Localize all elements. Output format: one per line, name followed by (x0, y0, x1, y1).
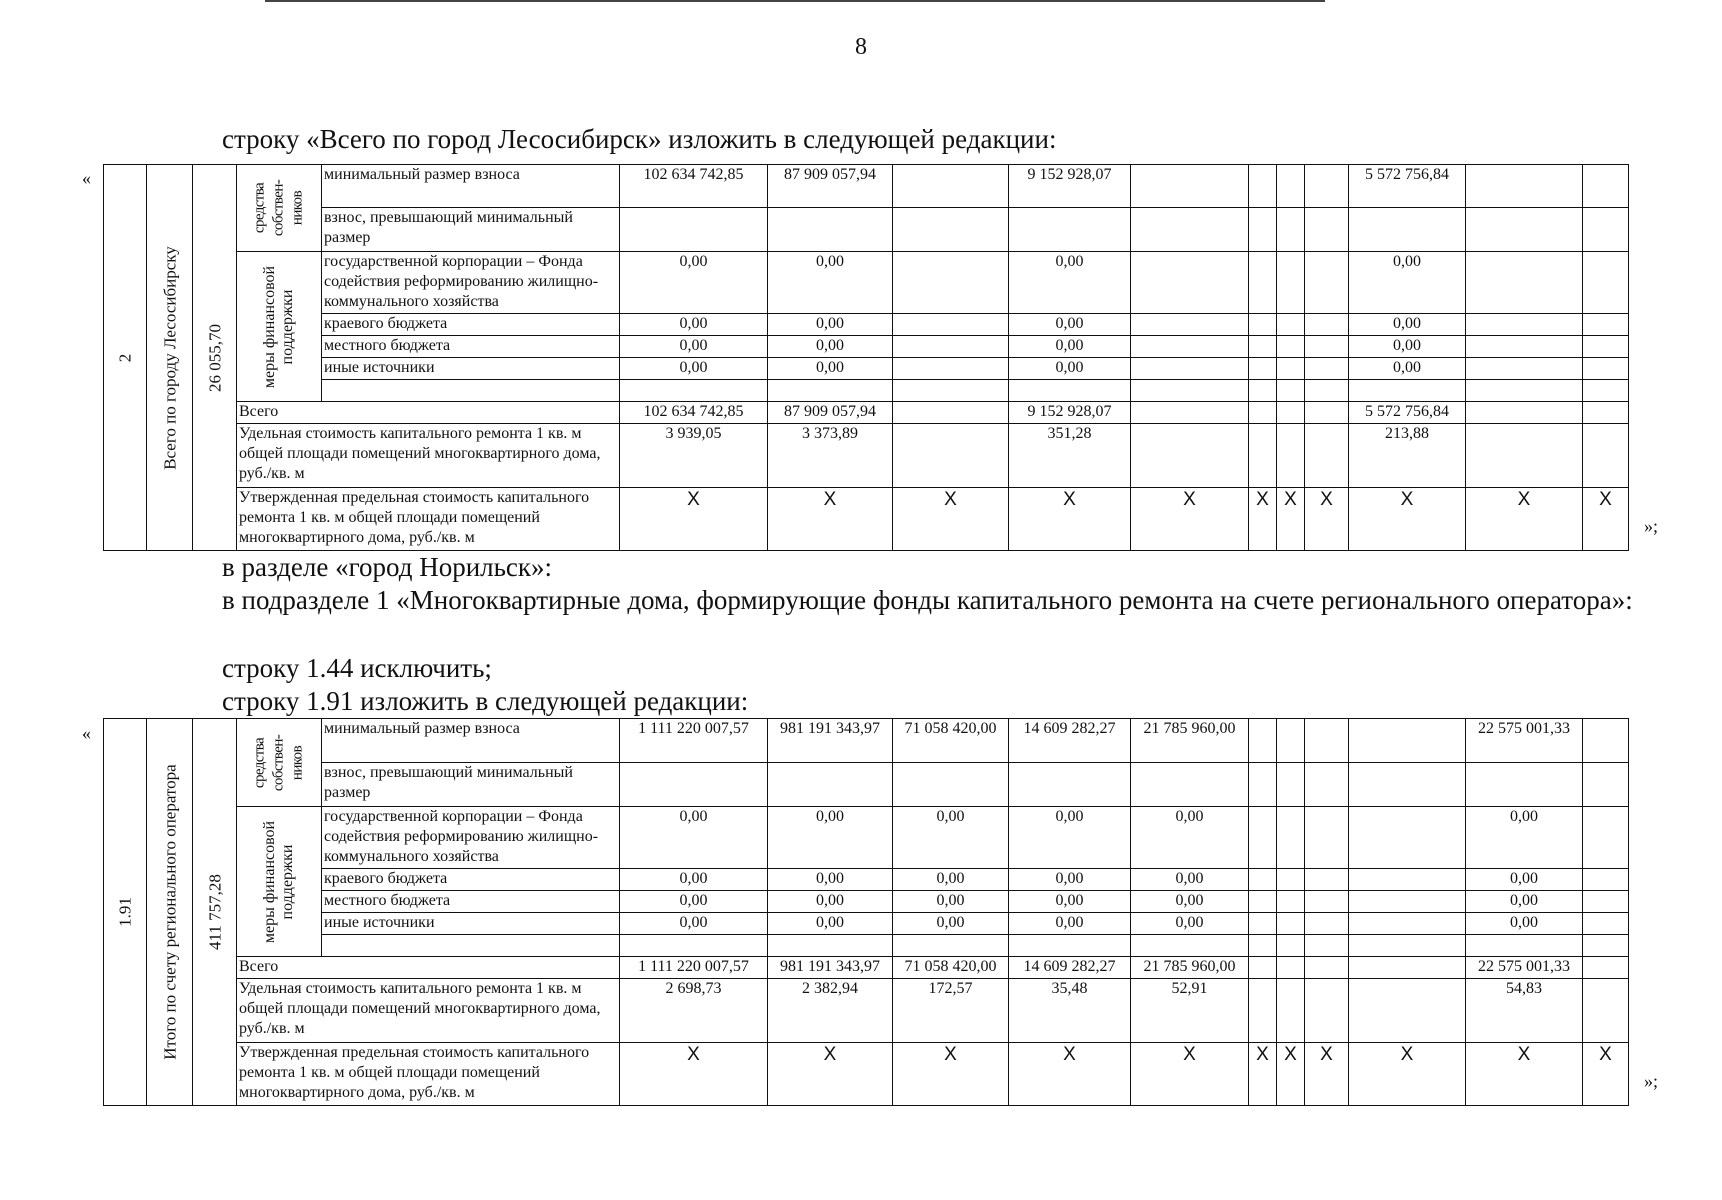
local-budget-value (1305, 891, 1349, 913)
local-budget-value (1583, 336, 1629, 358)
other-sources-value: 0,00 (620, 913, 768, 935)
paragraph-row-1-44: строку 1.44 исключить; (222, 653, 492, 683)
empty-cell (1349, 763, 1466, 807)
regional-budget-value (1305, 869, 1349, 891)
total-value (1249, 957, 1277, 979)
empty-cell (1583, 763, 1629, 807)
other-sources-value: 0,00 (1009, 913, 1131, 935)
regional-budget-value (1583, 869, 1629, 891)
regional-budget-value: 0,00 (893, 869, 1009, 891)
min-fee-value (1583, 165, 1629, 208)
state-corp-value: 0,00 (1009, 807, 1131, 869)
min-fee-value: 14 609 282,27 (1009, 719, 1131, 763)
total-value: 5 572 756,84 (1349, 402, 1466, 424)
state-corp-value: 0,00 (768, 807, 893, 869)
state-corp-value (1249, 807, 1277, 869)
limit-cost-x: Х (1305, 1043, 1349, 1106)
limit-cost-x: Х (893, 1043, 1009, 1106)
limit-cost-x: Х (768, 1043, 893, 1106)
unit-cost-label: Удельная стоимость капитального ремонта 1 кв. м общей площади помещений многоквартирного дома, руб./кв. м (237, 979, 620, 1043)
total-value: 14 609 282,27 (1009, 957, 1131, 979)
state-corp-label: государственной корпорации – Фонда содействия реформированию жилищно-коммунального хозяйства (322, 807, 620, 869)
total-value (1305, 957, 1349, 979)
local-budget-value: 0,00 (620, 891, 768, 913)
min-fee-value (1466, 165, 1583, 208)
spacer-cell (322, 380, 620, 402)
other-sources-label: иные источники (322, 358, 620, 380)
regional-budget-value: 0,00 (768, 314, 893, 336)
min-fee-value: 71 058 420,00 (893, 719, 1009, 763)
local-budget-value (1277, 336, 1305, 358)
empty-cell (1009, 935, 1131, 957)
total-value: 87 909 057,94 (768, 402, 893, 424)
total-value (1583, 402, 1629, 424)
total-value (1277, 402, 1305, 424)
total-value (1131, 402, 1249, 424)
other-sources-label: иные источники (322, 913, 620, 935)
regional-budget-value (1349, 869, 1466, 891)
row-number: 1.91 (115, 897, 135, 927)
empty-cell (1131, 763, 1249, 807)
table-row (104, 869, 1629, 891)
table-row (104, 380, 1629, 402)
empty-cell (1466, 935, 1583, 957)
limit-cost-x: Х (1277, 488, 1305, 551)
empty-cell (1249, 208, 1277, 252)
state-corp-value (1305, 252, 1349, 314)
other-sources-value (1277, 913, 1305, 935)
regional-budget-value: 0,00 (1009, 869, 1131, 891)
empty-cell (620, 763, 768, 807)
min-fee-value (1277, 165, 1305, 208)
state-corp-value: 0,00 (768, 252, 893, 314)
empty-cell (1277, 935, 1305, 957)
state-corp-value (1277, 252, 1305, 314)
unit-cost-value (1305, 424, 1349, 488)
empty-cell (1249, 935, 1277, 957)
min-fee-value: 21 785 960,00 (1131, 719, 1249, 763)
other-sources-value: 0,00 (768, 913, 893, 935)
empty-cell (1305, 208, 1349, 252)
other-sources-value (1249, 913, 1277, 935)
regional-budget-value (1466, 314, 1583, 336)
table-row (104, 252, 1629, 314)
total-value: 71 058 420,00 (893, 957, 1009, 979)
regional-budget-value: 0,00 (620, 314, 768, 336)
row-name-cell (147, 165, 193, 551)
row-number-cell (104, 165, 147, 551)
min-fee-value: 1 111 220 007,57 (620, 719, 768, 763)
other-sources-value (1305, 358, 1349, 380)
empty-cell (1305, 763, 1349, 807)
unit-cost-value (1466, 424, 1583, 488)
local-budget-value: 0,00 (893, 891, 1009, 913)
local-budget-value (1583, 891, 1629, 913)
other-sources-value: 0,00 (1009, 358, 1131, 380)
regional-budget-value (1277, 314, 1305, 336)
unit-cost-value: 52,91 (1131, 979, 1249, 1043)
state-corp-value: 0,00 (620, 807, 768, 869)
table-row (104, 314, 1629, 336)
empty-cell (1277, 763, 1305, 807)
unit-cost-value (1277, 424, 1305, 488)
empty-cell (1009, 208, 1131, 252)
regional-budget-value (1583, 314, 1629, 336)
regional-budget-value (1131, 314, 1249, 336)
top-border-line (265, 0, 1325, 2)
state-corp-value (1466, 252, 1583, 314)
local-budget-value (1349, 891, 1466, 913)
min-fee-value (1249, 165, 1277, 208)
area-cell (193, 719, 237, 1106)
quote-open-2: « (82, 723, 91, 743)
state-corp-value (1249, 252, 1277, 314)
unit-cost-value (893, 424, 1009, 488)
regional-budget-value: 0,00 (1466, 869, 1583, 891)
limit-cost-x: Х (1009, 1043, 1131, 1106)
local-budget-value (1277, 891, 1305, 913)
other-sources-value (1349, 913, 1466, 935)
min-fee-value: 22 575 001,33 (1466, 719, 1583, 763)
unit-cost-value: 2 382,94 (768, 979, 893, 1043)
unit-cost-value: 3 939,05 (620, 424, 768, 488)
empty-cell (1305, 380, 1349, 402)
min-fee-value: 981 191 343,97 (768, 719, 893, 763)
row-name: Всего по городу Лесосибирску (160, 245, 179, 470)
empty-cell (1305, 935, 1349, 957)
table-row (104, 208, 1629, 252)
empty-cell (1466, 208, 1583, 252)
table-row (104, 913, 1629, 935)
regional-budget-value (1249, 314, 1277, 336)
own-funds-cell (237, 165, 322, 252)
regional-budget-value: 0,00 (768, 869, 893, 891)
limit-cost-x: Х (1349, 1043, 1466, 1106)
limit-cost-x: Х (620, 488, 768, 551)
state-corp-value: 0,00 (1009, 252, 1131, 314)
other-sources-value: 0,00 (1466, 913, 1583, 935)
table-row (104, 935, 1629, 957)
state-corp-value (1583, 252, 1629, 314)
unit-cost-label: Удельная стоимость капитального ремонта 1 кв. м общей площади помещений многоквартирного дома, руб./кв. м (237, 424, 620, 488)
table-row (104, 979, 1629, 1043)
limit-cost-x: Х (1009, 488, 1131, 551)
total-value (1583, 957, 1629, 979)
min-fee-value (1583, 719, 1629, 763)
other-sources-value (1305, 913, 1349, 935)
total-value (1466, 402, 1583, 424)
regional-budget-value: 0,00 (1349, 314, 1466, 336)
paragraph-row-1-91: строку 1.91 изложить в следующей редакции: (222, 686, 749, 716)
unit-cost-value (1583, 979, 1629, 1043)
above-min-label: взнос, превышающий минимальный размер (322, 763, 620, 807)
own-funds-label: средства собствен- ников (251, 734, 306, 791)
table-row (104, 336, 1629, 358)
empty-cell (1009, 380, 1131, 402)
state-corp-value: 0,00 (620, 252, 768, 314)
table-row (104, 1043, 1629, 1106)
other-sources-value: 0,00 (768, 358, 893, 380)
unit-cost-value (1249, 424, 1277, 488)
state-corp-value (1583, 807, 1629, 869)
unit-cost-value (1305, 979, 1349, 1043)
total-value: 21 785 960,00 (1131, 957, 1249, 979)
limit-cost-label: Утвержденная предельная стоимость капитального ремонта 1 кв. м общей площади помещений многоквартирного дома, руб./кв. м (237, 488, 620, 551)
table-row (104, 488, 1629, 551)
support-label: меры финансовой поддержки (261, 265, 296, 388)
paragraph-norilsk: в разделе «город Норильск»: (222, 552, 553, 582)
support-cell (237, 807, 322, 957)
total-value (1249, 402, 1277, 424)
other-sources-value: 0,00 (620, 358, 768, 380)
empty-cell (768, 380, 893, 402)
limit-cost-x: Х (1305, 488, 1349, 551)
table-row (104, 358, 1629, 380)
other-sources-value (1583, 913, 1629, 935)
empty-cell (1583, 935, 1629, 957)
support-label: меры финансовой поддержки (261, 820, 296, 943)
min-fee-value (1131, 165, 1249, 208)
unit-cost-value: 54,83 (1466, 979, 1583, 1043)
table-row (104, 402, 1629, 424)
state-corp-value (1277, 807, 1305, 869)
quote-close-1: »; (1644, 516, 1659, 536)
min-fee-value: 9 152 928,07 (1009, 165, 1131, 208)
empty-cell (1349, 935, 1466, 957)
table-row (104, 719, 1629, 763)
total-value: 22 575 001,33 (1466, 957, 1583, 979)
other-sources-value: 0,00 (893, 913, 1009, 935)
empty-cell (893, 763, 1009, 807)
empty-cell (1249, 763, 1277, 807)
limit-cost-x: Х (1249, 488, 1277, 551)
own-funds-label: средства собствен- ников (251, 179, 306, 237)
other-sources-value (1277, 358, 1305, 380)
regional-budget-label: краевого бюджета (322, 314, 620, 336)
area-value: 411 757,28 (205, 874, 224, 950)
area-value: 26 055,70 (205, 323, 224, 392)
table-regional-operator (103, 718, 1629, 1106)
limit-cost-x: Х (620, 1043, 768, 1106)
total-value (1277, 957, 1305, 979)
min-fee-value (893, 165, 1009, 208)
total-label: Всего (237, 402, 620, 424)
other-sources-value (1466, 358, 1583, 380)
limit-cost-x: Х (893, 488, 1009, 551)
paragraph-lesosibirsk-intro: строку «Всего по город Лесосибирск» изложить в следующей редакции: (222, 124, 1057, 154)
area-cell (193, 165, 237, 551)
unit-cost-value: 2 698,73 (620, 979, 768, 1043)
min-fee-value (1305, 165, 1349, 208)
other-sources-value (1249, 358, 1277, 380)
paragraph-subsection-1: в подразделе 1 «Многоквартирные дома, формирующие фонды капитального ремонта на счете регионального оператора»: (222, 585, 1633, 615)
empty-cell (1349, 380, 1466, 402)
unit-cost-value (1249, 979, 1277, 1043)
state-corp-value (1349, 807, 1466, 869)
row-name-cell (147, 719, 193, 1106)
page-number: 8 (855, 34, 867, 60)
table-row (104, 891, 1629, 913)
empty-cell (1131, 208, 1249, 252)
empty-cell (1583, 380, 1629, 402)
total-value: 9 152 928,07 (1009, 402, 1131, 424)
limit-cost-x: Х (1466, 488, 1583, 551)
local-budget-value: 0,00 (768, 336, 893, 358)
state-corp-label: государственной корпорации – Фонда содействия реформированию жилищно-коммунального хозяйства (322, 252, 620, 314)
support-cell (237, 252, 322, 402)
total-value (1349, 957, 1466, 979)
limit-cost-x: Х (1349, 488, 1466, 551)
empty-cell (1349, 208, 1466, 252)
unit-cost-value: 172,57 (893, 979, 1009, 1043)
empty-cell (1466, 380, 1583, 402)
empty-cell (620, 935, 768, 957)
quote-close-2: »; (1644, 1071, 1659, 1091)
regional-budget-value: 0,00 (1131, 869, 1249, 891)
empty-cell (1583, 208, 1629, 252)
empty-cell (893, 208, 1009, 252)
total-value: 102 634 742,85 (620, 402, 768, 424)
min-fee-value (1249, 719, 1277, 763)
min-fee-value: 87 909 057,94 (768, 165, 893, 208)
other-sources-value: 0,00 (1131, 913, 1249, 935)
spacer-cell (322, 935, 620, 957)
empty-cell (893, 935, 1009, 957)
empty-cell (620, 380, 768, 402)
row-name: Итого по счету регионального оператора (160, 764, 179, 1060)
unit-cost-value: 351,28 (1009, 424, 1131, 488)
unit-cost-value (1131, 424, 1249, 488)
total-value (1305, 402, 1349, 424)
other-sources-value: 0,00 (1349, 358, 1466, 380)
regional-budget-value: 0,00 (620, 869, 768, 891)
table-row (104, 165, 1629, 208)
empty-cell (1131, 935, 1249, 957)
local-budget-value (1249, 891, 1277, 913)
regional-budget-label: краевого бюджета (322, 869, 620, 891)
limit-cost-x: Х (1583, 488, 1629, 551)
local-budget-value: 0,00 (1009, 336, 1131, 358)
regional-budget-value (893, 314, 1009, 336)
empty-cell (1131, 380, 1249, 402)
other-sources-value (893, 358, 1009, 380)
row-number: 2 (115, 353, 135, 362)
limit-cost-x: Х (768, 488, 893, 551)
min-fee-label: минимальный размер взноса (322, 719, 620, 763)
local-budget-value (1249, 336, 1277, 358)
state-corp-value: 0,00 (1466, 807, 1583, 869)
local-budget-value: 0,00 (768, 891, 893, 913)
limit-cost-x: Х (1249, 1043, 1277, 1106)
limit-cost-x: Х (1131, 1043, 1249, 1106)
total-value: 981 191 343,97 (768, 957, 893, 979)
empty-cell (1249, 380, 1277, 402)
empty-cell (768, 935, 893, 957)
own-funds-cell (237, 719, 322, 807)
limit-cost-x: Х (1131, 488, 1249, 551)
local-budget-label: местного бюджета (322, 336, 620, 358)
unit-cost-value: 213,88 (1349, 424, 1466, 488)
empty-cell (768, 763, 893, 807)
empty-cell (1277, 208, 1305, 252)
local-budget-value (1305, 336, 1349, 358)
table-row (104, 957, 1629, 979)
local-budget-value (893, 336, 1009, 358)
regional-budget-value: 0,00 (1009, 314, 1131, 336)
empty-cell (893, 380, 1009, 402)
empty-cell (768, 208, 893, 252)
local-budget-value: 0,00 (620, 336, 768, 358)
table-row (104, 424, 1629, 488)
min-fee-value (1277, 719, 1305, 763)
quote-open-1: « (82, 168, 91, 188)
local-budget-label: местного бюджета (322, 891, 620, 913)
min-fee-value (1349, 719, 1466, 763)
min-fee-value (1305, 719, 1349, 763)
total-label: Всего (237, 957, 620, 979)
table-row (104, 807, 1629, 869)
state-corp-value (893, 252, 1009, 314)
empty-cell (1009, 763, 1131, 807)
regional-budget-value (1305, 314, 1349, 336)
local-budget-value: 0,00 (1349, 336, 1466, 358)
state-corp-value: 0,00 (1349, 252, 1466, 314)
min-fee-value: 5 572 756,84 (1349, 165, 1466, 208)
limit-cost-label: Утвержденная предельная стоимость капитального ремонта 1 кв. м общей площади помещений многоквартирного дома, руб./кв. м (237, 1043, 620, 1106)
local-budget-value (1131, 336, 1249, 358)
min-fee-value: 102 634 742,85 (620, 165, 768, 208)
local-budget-value: 0,00 (1466, 891, 1583, 913)
state-corp-value (1131, 252, 1249, 314)
limit-cost-x: Х (1277, 1043, 1305, 1106)
local-budget-value (1466, 336, 1583, 358)
local-budget-value: 0,00 (1009, 891, 1131, 913)
above-min-label: взнос, превышающий минимальный размер (322, 208, 620, 252)
unit-cost-value (1349, 979, 1466, 1043)
total-value: 1 111 220 007,57 (620, 957, 768, 979)
limit-cost-x: Х (1583, 1043, 1629, 1106)
table-lesosibirsk (103, 164, 1629, 551)
local-budget-value: 0,00 (1131, 891, 1249, 913)
other-sources-value (1583, 358, 1629, 380)
empty-cell (1466, 763, 1583, 807)
unit-cost-value (1583, 424, 1629, 488)
limit-cost-x: Х (1466, 1043, 1583, 1106)
unit-cost-value (1277, 979, 1305, 1043)
min-fee-label: минимальный размер взноса (322, 165, 620, 208)
table-row (104, 763, 1629, 807)
unit-cost-value: 35,48 (1009, 979, 1131, 1043)
state-corp-value: 0,00 (893, 807, 1009, 869)
regional-budget-value (1249, 869, 1277, 891)
row-number-cell (104, 719, 147, 1106)
other-sources-value (1131, 358, 1249, 380)
unit-cost-value: 3 373,89 (768, 424, 893, 488)
state-corp-value: 0,00 (1131, 807, 1249, 869)
empty-cell (620, 208, 768, 252)
empty-cell (1277, 380, 1305, 402)
regional-budget-value (1277, 869, 1305, 891)
state-corp-value (1305, 807, 1349, 869)
total-value (893, 402, 1009, 424)
